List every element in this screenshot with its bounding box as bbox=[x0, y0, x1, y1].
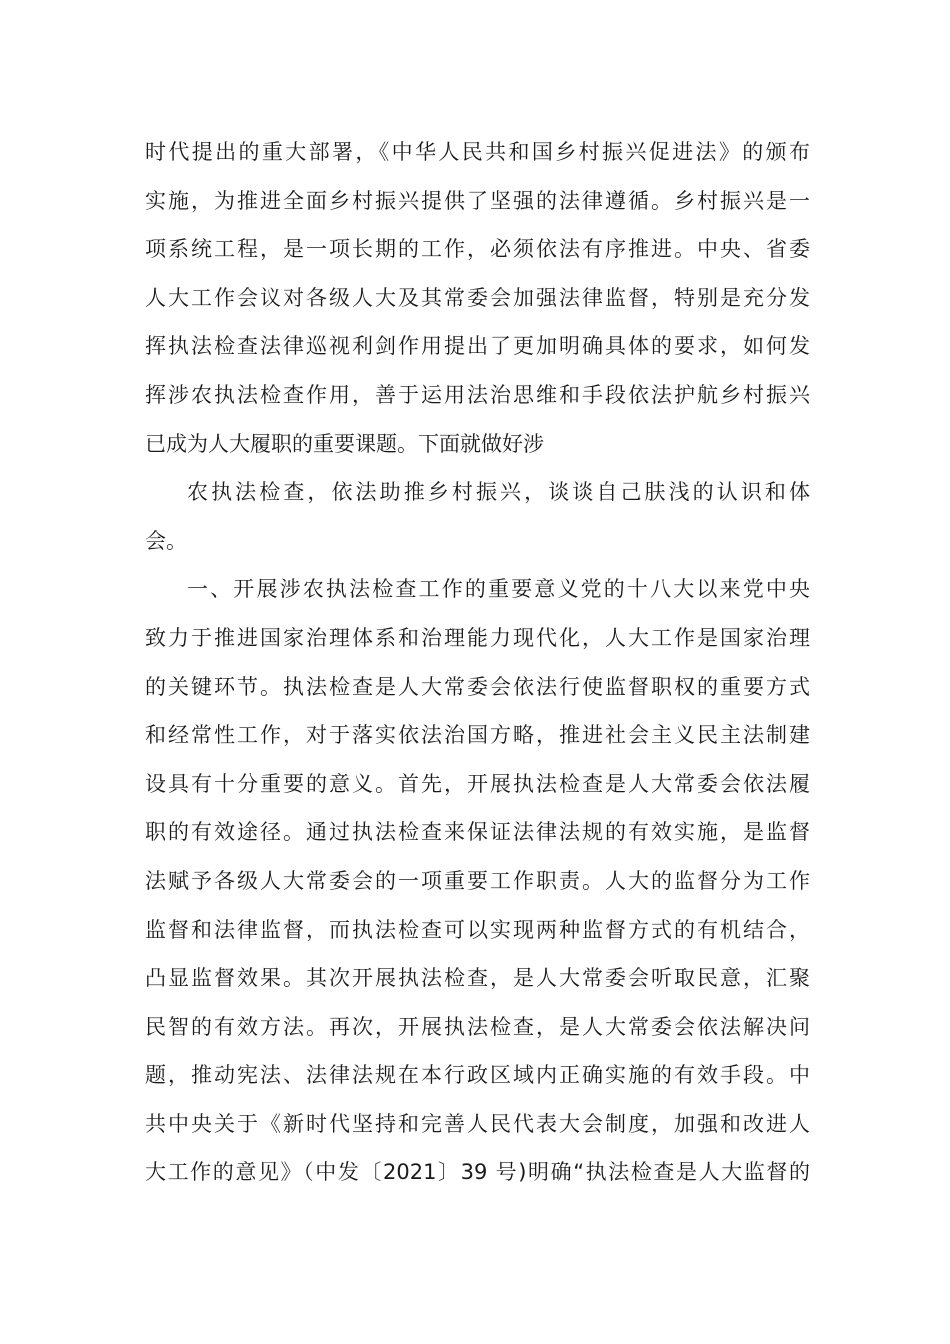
text-line: 和经常性工作，对于落实依法治国方略，推进社会主义民主法制建 bbox=[145, 723, 810, 748]
text-line: 凸显监督效果。其次开展执法检查，是人大常委会听取民意，汇聚 bbox=[145, 966, 810, 991]
text-line: 时代提出的重大部署，《中华人民共和国乡村振兴促进法》的颁布 bbox=[145, 140, 810, 164]
text-line: 人大工作会议对各级人大及其常委会加强法律监督，特别是充分发 bbox=[145, 285, 810, 310]
text-line: 一、开展涉农执法检查工作的重要意义党的十八大以来党中央 bbox=[187, 577, 810, 602]
text-line: 法赋予各级人大常委会的一项重要工作职责。人大的监督分为工作 bbox=[145, 868, 810, 893]
text-line: 题，推动宪法、法律法规在本行政区域内正确实施的有效手段。中 bbox=[145, 1063, 810, 1088]
text-line: 大工作的意见》（中发〔2021〕39 号)明确“执法检查是人大监督的 bbox=[145, 1160, 810, 1185]
text-line: 职的有效途径。通过执法检查来保证法律法规的有效实施，是监督 bbox=[145, 820, 810, 845]
text-line: 的关键环节。执法检查是人大常委会依法行使监督职权的重要方式 bbox=[145, 674, 810, 699]
text-line: 项系统工程，是一项长期的工作，必须依法有序推进。中央、省委 bbox=[145, 237, 810, 262]
paragraph bbox=[145, 468, 810, 565]
text-line: 共中央关于《新时代坚持和完善人民代表大会制度，加强和改进人 bbox=[145, 1111, 810, 1136]
text-line: 监督和法律监督，而执法检查可以实现两种监督方式的有机结合， bbox=[145, 917, 810, 942]
text-line: 会。 bbox=[145, 528, 187, 553]
paragraph bbox=[145, 128, 810, 468]
document-body bbox=[145, 128, 810, 1197]
text-line: 已成为人大履职的重要课题。下面就做好涉 bbox=[145, 431, 544, 456]
text-line: 致力于推进国家治理体系和治理能力现代化，人大工作是国家治理 bbox=[145, 625, 810, 650]
paragraph bbox=[145, 565, 810, 1197]
text-line: 民智的有效方法。再次，开展执法检查，是人大常委会依法解决问 bbox=[145, 1014, 810, 1039]
text-line: 挥涉农执法检查作用，善于运用法治思维和手段依法护航乡村振兴 bbox=[145, 382, 810, 407]
text-line: 设具有十分重要的意义。首先，开展执法检查是人大常委会依法履 bbox=[145, 771, 810, 796]
text-line: 挥执法检查法律巡视利剑作用提出了更加明确具体的要求，如何发 bbox=[145, 334, 810, 359]
text-line: 农执法检查，依法助推乡村振兴，谈谈自己肤浅的认识和体 bbox=[187, 480, 810, 505]
text-line: 实施，为推进全面乡村振兴提供了坚强的法律遵循。乡村振兴是一 bbox=[145, 188, 810, 213]
